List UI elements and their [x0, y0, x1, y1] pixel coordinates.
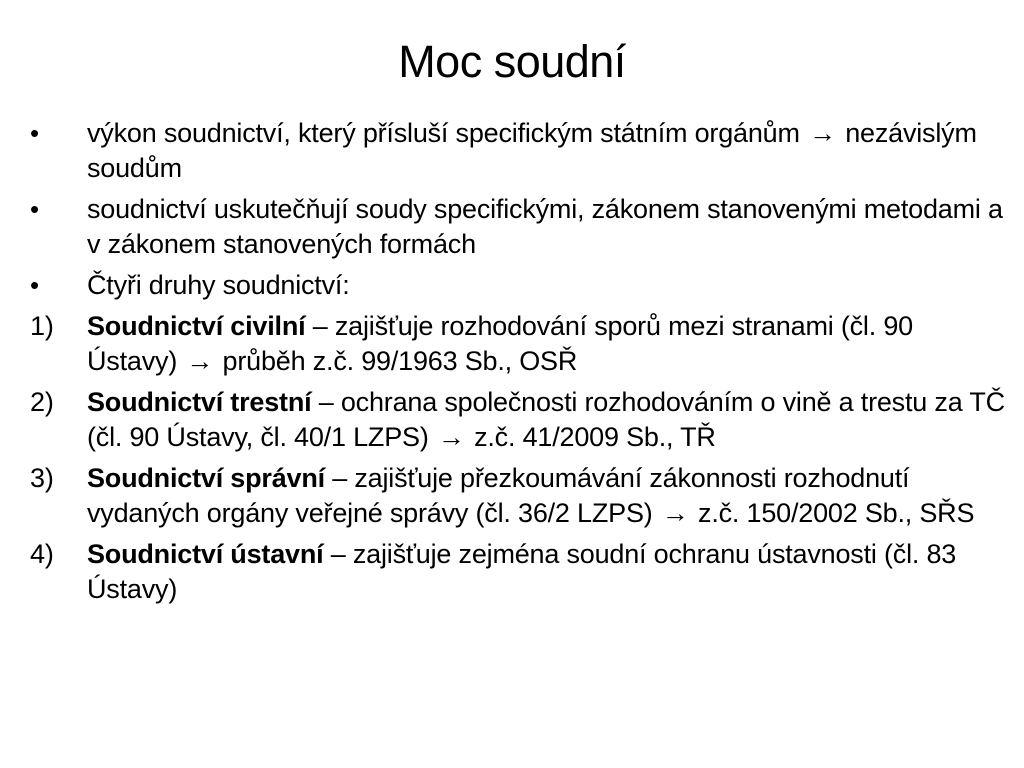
- item-text: – zajišťuje přezkoumávání zákonnosti rozhodnutí vydaných orgány veřejné správy (čl. 36/2 LZPS): [87, 463, 910, 528]
- item-text: – zajišťuje zejména soudní ochranu ústavnosti (čl. 83 Ústavy): [87, 539, 957, 604]
- bullet-text-after-arrow: nezávislým soudům: [87, 118, 977, 183]
- arrow-icon: →: [437, 422, 465, 452]
- item-text: – ochrana společnosti rozhodováním o vině a trestu za TČ (čl. 90 Ústavy, čl. 40/1 LZPS): [87, 387, 1005, 452]
- item-text-after-arrow: z.č. 150/2002 Sb., SŘS: [698, 498, 975, 528]
- numbered-item: [30, 461, 1005, 531]
- slide-title: Moc soudní: [398, 36, 626, 87]
- number-marker: 1): [30, 311, 54, 341]
- arrow-icon: →: [809, 118, 836, 148]
- number-marker: 4): [30, 539, 54, 569]
- bullet-marker: •: [30, 118, 39, 148]
- arrow-icon: →: [661, 498, 689, 528]
- item-text-after-arrow: z.č. 41/2009 Sb., TŘ: [474, 422, 716, 452]
- number-marker: 2): [30, 387, 54, 417]
- bullet-text: výkon soudnictví, který přísluší specifickým státním orgánům: [87, 118, 800, 148]
- item-heading: Soudnictví ústavní: [87, 539, 324, 569]
- bullet-item: [30, 116, 1005, 186]
- bullet-marker: •: [30, 194, 39, 224]
- bullet-text: Čtyři druhy soudnictví:: [87, 270, 350, 300]
- item-heading: Soudnictví správní: [87, 463, 325, 493]
- arrow-icon: →: [186, 346, 214, 376]
- item-text: – zajišťuje rozhodování sporů mezi stranami (čl. 90 Ústavy): [87, 311, 913, 376]
- slide-content: [30, 116, 1005, 613]
- number-marker: 3): [30, 463, 54, 493]
- item-text-after-arrow: průběh z.č. 99/1963 Sb., OSŘ: [222, 346, 578, 376]
- numbered-item: [30, 537, 1005, 607]
- bullet-marker: •: [30, 270, 39, 300]
- numbered-item: [30, 309, 1005, 379]
- bullet-text: soudnictví uskutečňují soudy specifickými, zákonem stanovenými metodami a v zákonem stanovených formách: [87, 194, 1003, 259]
- bullet-item: [30, 268, 1005, 303]
- numbered-item: [30, 385, 1005, 455]
- item-heading: Soudnictví trestní: [87, 387, 312, 417]
- bullet-item: [30, 192, 1005, 262]
- item-heading: Soudnictví civilní: [87, 311, 306, 341]
